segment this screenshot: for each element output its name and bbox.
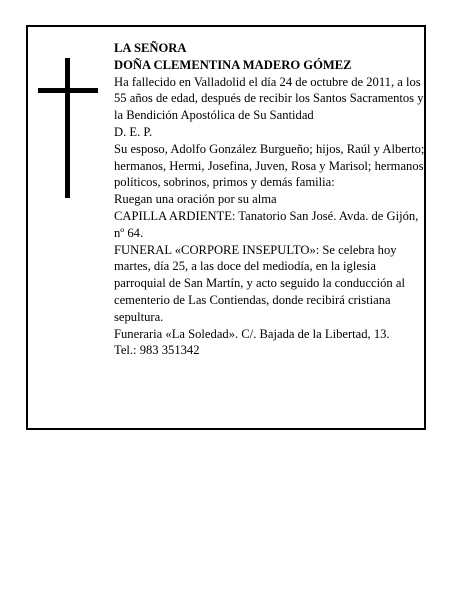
notice-title: LA SEÑORA bbox=[114, 41, 187, 55]
rip-line: D. E. P. bbox=[114, 124, 153, 139]
notice-text bbox=[114, 40, 426, 359]
phone-info: Tel.: 983 351342 bbox=[114, 343, 200, 358]
deceased-name: DOÑA CLEMENTINA MADERO GÓMEZ bbox=[114, 57, 352, 72]
cross-vertical-bar bbox=[65, 58, 70, 198]
cross-horizontal-bar bbox=[38, 88, 98, 93]
cross-icon bbox=[38, 58, 98, 198]
funeral-info: FUNERAL «CORPORE INSEPULTO»: Se celebra hoy martes, día 25, a las doce del mediodía, en la iglesia parroquial de San Martín, y acto seguido la conducción al cementerio de Las Contiendas, donde recibirá cristiana sepultura. bbox=[114, 242, 405, 324]
chapel-info: CAPILLA ARDIENTE: Tanatorio San José. Avda. de Gijón, nº 64. bbox=[114, 208, 419, 240]
family-list: Su esposo, Adolfo González Burgueño; hijos, Raúl y Alberto; hermanos, Hermi, Josefina, Juven, Rosa y Marisol; hermanos políticos, sobrinos, primos y demás familia: bbox=[114, 141, 425, 190]
death-statement: Ha fallecido en Valladolid el día 24 de octubre de 2011, a los 55 años de edad, después de recibir los Santos Sacramentos y la Bendición Apostólica de Su Santidad bbox=[114, 74, 424, 123]
obituary-notice bbox=[26, 25, 426, 430]
prayer-request: Ruegan una oración por su alma bbox=[114, 192, 277, 207]
funeral-home-info: Funeraria «La Soledad». C/. Bajada de la Libertad, 13. bbox=[114, 326, 390, 341]
